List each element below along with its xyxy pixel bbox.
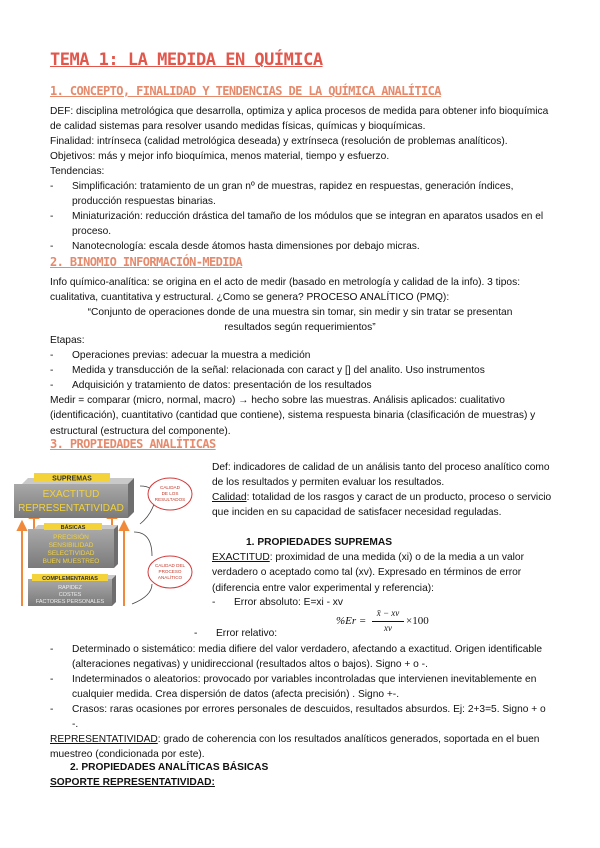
list-item: - Crasos: raras ocasiones por errores personales de descuidos, resultados absurdos. Ej: 2+3=5. Signo + o -. <box>50 704 546 731</box>
bottom-item: RAPIDEZ <box>58 585 82 591</box>
bullet-dash: - <box>50 241 54 252</box>
exactitud-text: : proximidad de una medida (xi) o de la media a un valor verdadero o aceptado como tal (xv). Expresado en términos de error (diferencia entre valor experimental y referencia): <box>212 552 524 594</box>
bullet-dash: - <box>194 628 198 639</box>
representatividad-text: : grado de coherencia con los resultados analíticos generados, soportada en el buen muestreo (condicionada por este). <box>50 734 540 761</box>
info-intro-text: Info químico-analítica: se origina en el acto de medir (basado en metrología y calidad de la info). 3 tipos: cualitativa, cuantitativa y estructural. ¿Como se genera? PROCESO ANALÍTICO (PMQ): <box>50 277 521 304</box>
exactitud-label: EXACTITUD <box>212 552 270 563</box>
analytical-properties-diagram <box>4 456 204 616</box>
medir-text: Medir = comparar (micro, normal, macro) → hecho sobre las muestras. Análisis aplicados: cualitativo (identificación), cuantitativo (cantidad que contiene), sistema respuesta binaria (clasificación de muestras) y estructural (estructura del componente). <box>50 395 536 437</box>
oval-1-line: DE LOS <box>161 491 179 496</box>
objetivos-text: Objetivos: más y mejor info bioquímica, menos material, tiempo y esfuerzo. <box>50 151 390 162</box>
formula-times: ×100 <box>406 615 429 627</box>
list-item: - Medida y transducción de la señal: relacionada con caract y [] del analito. Uso instrumentos <box>50 363 550 378</box>
formula-fraction-bar <box>372 621 404 622</box>
bullet-dash: - <box>50 365 54 376</box>
representatividad-label: REPRESENTATIVIDAD <box>50 734 158 745</box>
calidad-text: : totalidad de los rasgos y caract de un producto, proceso o servicio que inciden en su capacidad de satisfacer necesidad reguladas. <box>212 492 552 519</box>
mid-item: SELECTIVIDAD <box>47 550 95 557</box>
list-item: - Miniaturización: reducción drástica del tamaño de los módulos que se integran en aparatos usados en el proceso. <box>50 211 544 238</box>
bullet-dash: - <box>50 380 54 391</box>
mid-item: BUEN MUESTREO <box>42 558 100 565</box>
quote-text: “Conjunto de operaciones donde de una muestra sin tomar, sin medir y sin tratar se presentan resultados según requerimientos” <box>87 307 513 334</box>
bullet-dash: - <box>50 704 54 715</box>
bullet-dash: - <box>50 181 54 192</box>
calidad-label: Calidad <box>212 492 247 503</box>
exactitud-paragraph <box>212 550 552 596</box>
formula-lhs: %Er = <box>336 615 367 627</box>
top-item: EXACTITUD <box>42 489 100 500</box>
heading-propiedades-supremas: 1. PROPIEDADES SUPREMAS <box>246 537 393 548</box>
mid-item: SENSIBILIDAD <box>48 542 94 549</box>
list-item: - Error absoluto: E=xi - xv <box>212 595 552 610</box>
bullet-dash: - <box>50 644 54 655</box>
list-item: - Adquisición y tratamiento de datos: presentación de los resultados <box>50 378 550 393</box>
heading-propiedades-basicas: 2. PROPIEDADES ANALÍTICAS BÁSICAS <box>70 762 269 773</box>
oval-2-line: ANALÍTICO <box>157 575 183 580</box>
list-item: - Determinado o sistemático: media difiere del valor verdadero, afectando a exactitud. Origen identificable (alteraciones negativas) y unidireccional (resultados altos o bajos). Signo + o -. <box>50 644 543 671</box>
section-3-heading: 3. PROPIEDADES ANALÍTICAS <box>50 437 216 451</box>
formula-denominator: xv <box>384 623 392 633</box>
etapas-label: Etapas: <box>50 335 85 346</box>
mid-item: PRECISIÓN <box>53 534 89 541</box>
formula-numerator: x̄ − xv <box>376 608 400 618</box>
bullet-dash: - <box>50 350 54 361</box>
list-item: - Nanotecnología: escala desde átomos hasta dimensiones por debajo micras. <box>50 239 550 254</box>
supremas-label: SUPREMAS <box>52 475 92 483</box>
soporte-representatividad-heading: SOPORTE REPRESENTATIVIDAD: <box>50 777 215 788</box>
list-item: - Simplificación: tratamiento de un gran nº de muestras, rapidez en respuestas, generación índices, producción respuestas binarias. <box>50 181 514 208</box>
bottom-item: FACTORES PERSONALES <box>35 599 105 605</box>
oval-1-line: RESULTADOS <box>154 497 186 502</box>
bullet-dash: - <box>50 211 54 222</box>
section-2-heading: 2. BINOMIO INFORMACIÓN-MEDIDA <box>50 255 243 269</box>
oval-2-line: CALIDAD DEL <box>154 563 186 568</box>
list-item: - Error relativo: <box>194 626 394 641</box>
list-item: - Indeterminados o aleatorios: provocado por variables incontroladas que intervienen inevitablemente en cualquier medida. Crea dispersión de datos (afecta precisión) . Signo +-. <box>50 674 537 701</box>
top-item: REPRESENTATIVIDAD <box>18 503 124 514</box>
propiedades-def-text: Def: indicadores de calidad de un análisis tanto del proceso analítico como de los resultados y permiten evaluar los resultados. <box>212 462 550 489</box>
tendencias-label: Tendencias: <box>50 166 105 177</box>
page-title: TEMA 1: LA MEDIDA EN QUÍMICA <box>50 50 323 70</box>
bottom-item: COSTES <box>58 592 82 598</box>
bullet-dash: - <box>50 674 54 685</box>
finalidad-text: Finalidad: intrínseca (calidad metrológica deseada) y extrínseca (resolución de problemas analíticos). <box>50 136 508 147</box>
definition-text: DEF: disciplina metrológica que desarrolla, optimiza y aplica procesos de medida para obtener info bioquímica de calidad sistemas para resolver usando medidas físicas, químicas y bioquímicas. <box>50 106 549 133</box>
section-1-heading: 1. CONCEPTO, FINALIDAD Y TENDENCIAS DE LA QUÍMICA ANALÍTICA <box>50 84 441 98</box>
basicas-label: BÁSICAS <box>60 524 86 531</box>
representatividad-paragraph <box>50 732 550 763</box>
complementarias-label: COMPLEMENTARIAS <box>42 575 98 582</box>
oval-1-line: CALIDAD <box>160 485 180 490</box>
bullet-dash: - <box>212 597 216 608</box>
calidad-paragraph <box>212 490 552 521</box>
oval-2-line: PROCESO <box>158 569 182 574</box>
list-item: - Operaciones previas: adecuar la muestra a medición <box>50 348 550 363</box>
